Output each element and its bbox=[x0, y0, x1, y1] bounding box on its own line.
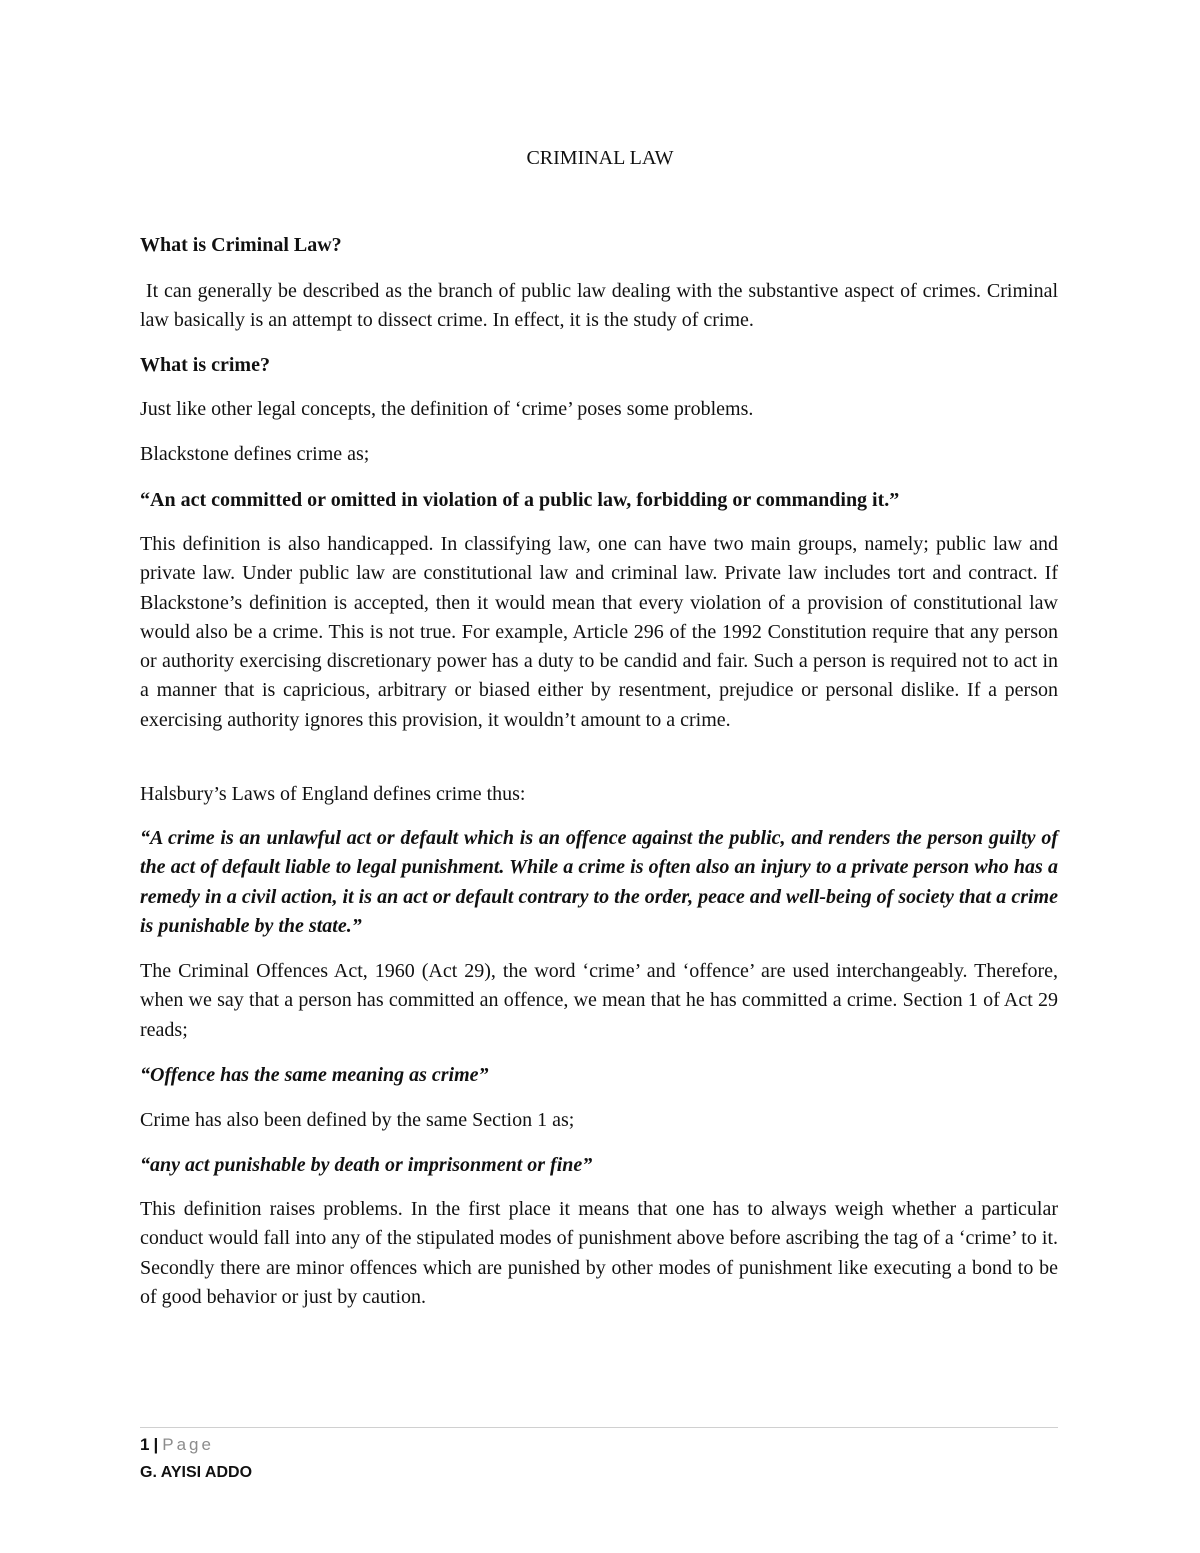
heading-what-is-criminal-law: What is Criminal Law? bbox=[140, 234, 342, 256]
paragraph-criminal-offences-act: The Criminal Offences Act, 1960 (Act 29), the word ‘crime’ and ‘offence’ are used interchangeably. Therefore, when we say that a person has committed an offence, we mean that he has committed a crime. Section 1 of Act 29 reads; bbox=[140, 960, 1058, 1041]
paragraph-definition-handicapped: This definition is also handicapped. In classifying law, one can have two main groups, namely; public law and private law. Under public law are constitutional law and criminal law. Private law includes tort and contract. If Blackstone’s definition is accepted, then it would mean that every violation of a provision of constitutional law would also be a crime. This is not true. For example, Article 296 of the 1992 Constitution require that any person or authority exercising discretionary power has a duty to be candid and fair. Such a person is required not to act in a manner that is capricious, arbitrary or biased either by resentment, prejudice or personal dislike. If a person exercising authority ignores this provision, it wouldn’t amount to a crime. bbox=[140, 533, 1058, 731]
paragraph-section-1-definition-intro: Crime has also been defined by the same Section 1 as; bbox=[140, 1109, 575, 1131]
paragraph-crime-definition-problems: Just like other legal concepts, the definition of ‘crime’ poses some problems. bbox=[140, 398, 754, 420]
quote-punishable-act: “any act punishable by death or imprisonment or fine” bbox=[140, 1154, 593, 1176]
quote-offence-meaning: “Offence has the same meaning as crime” bbox=[140, 1064, 489, 1086]
footer-page-number bbox=[140, 1434, 214, 1456]
paragraph-definition-raises-problems: This definition raises problems. In the first place it means that one has to always weigh whether a particular conduct would fall into any of the stipulated modes of punishment above before ascribing the tag of a ‘crime’ to it. Secondly there are minor offences which are punished by other modes of punishment like executing a bond to be of good behavior or just by caution. bbox=[140, 1198, 1058, 1308]
footer-divider bbox=[140, 1427, 1058, 1428]
heading-what-is-crime: What is crime? bbox=[140, 354, 270, 376]
paragraph-blackstone-intro: Blackstone defines crime as; bbox=[140, 443, 370, 465]
page-label: Page bbox=[162, 1435, 214, 1454]
quote-blackstone-definition: “An act committed or omitted in violation of a public law, forbidding or commanding it.” bbox=[140, 489, 900, 511]
page-title: CRIMINAL LAW bbox=[526, 147, 674, 169]
page-separator: | bbox=[153, 1435, 159, 1454]
page-number: 1 bbox=[140, 1435, 150, 1454]
paragraph-halsbury-intro: Halsbury’s Laws of England defines crime thus: bbox=[140, 783, 526, 805]
paragraph-criminal-law-description: It can generally be described as the branch of public law dealing with the substantive aspect of crimes. Criminal law basically is an attempt to dissect crime. In effect, it is the study of crime. bbox=[140, 280, 1063, 332]
quote-halsbury-definition: “A crime is an unlawful act or default which is an offence against the public, and renders the person guilty of the act of default liable to legal punishment. While a crime is often also an injury to a private person who has a remedy in a civil action, it is an act or default contrary to the order, peace and well-being of society that a crime is punishable by the state.” bbox=[140, 827, 1058, 937]
footer-author: G. AYISI ADDO bbox=[140, 1464, 253, 1481]
